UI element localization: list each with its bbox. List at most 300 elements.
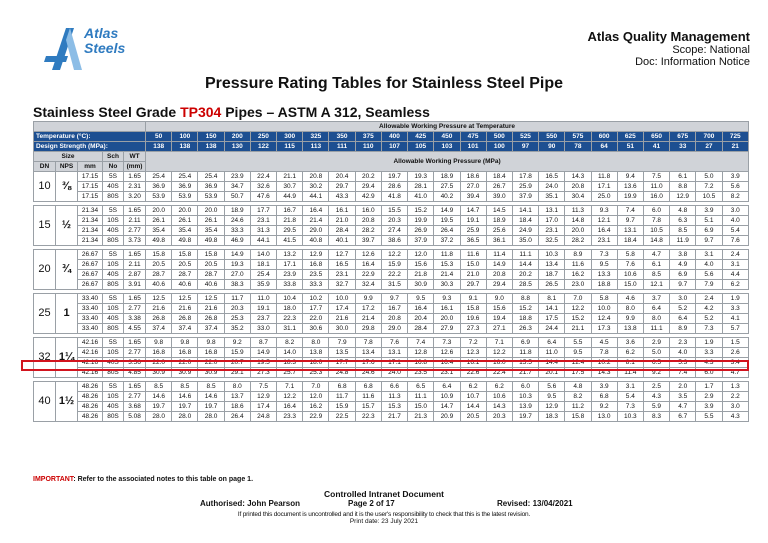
pressure-cell: 30.4 <box>565 192 591 202</box>
pressure-cell: 11.0 <box>539 348 565 358</box>
wall-thickness-cell: 1.65 <box>124 382 146 392</box>
table-row <box>34 392 749 402</box>
pressure-cell: 6.8 <box>355 382 381 392</box>
dn-cell: 25 <box>34 294 56 334</box>
pressure-cell: 11.9 <box>670 236 696 246</box>
pressure-cell: 23.0 <box>565 280 591 290</box>
pressure-cell: 16.4 <box>355 260 381 270</box>
disclaimer-text: If printed this document is uncontrolled and it is the user's responsibility to check that this is the latest revision. <box>237 511 531 518</box>
pressure-cell: 8.2 <box>277 338 303 348</box>
pressure-cell: 15.8 <box>565 412 591 422</box>
pressure-cell: 10.3 <box>512 392 538 402</box>
wall-thickness-cell: 2.87 <box>124 270 146 280</box>
pressure-cell: 28.2 <box>565 236 591 246</box>
pressure-cell: 4.3 <box>722 412 748 422</box>
pressure-cell: 23.5 <box>408 368 434 378</box>
pressure-cell: 35.2 <box>224 324 250 334</box>
table-row <box>34 348 749 358</box>
pressure-cell: 16.0 <box>355 206 381 216</box>
table-row <box>34 182 749 192</box>
pressure-cell: 20.8 <box>381 314 407 324</box>
pressure-cell: 10.7 <box>460 392 486 402</box>
wall-thickness-cell: 1.65 <box>124 172 146 182</box>
pressure-cell: 5.8 <box>617 250 643 260</box>
pressure-cell: 37.9 <box>408 236 434 246</box>
pressure-cell: 21.4 <box>303 216 329 226</box>
pressure-cell: 21.4 <box>355 314 381 324</box>
pressure-cell: 14.8 <box>643 236 669 246</box>
pressure-cell: 20.7 <box>224 358 250 368</box>
od-mm-cell: 26.67 <box>78 270 103 280</box>
pressure-cell: 8.8 <box>670 182 696 192</box>
sch-header: Sch <box>103 152 124 162</box>
pressure-cell: 13.3 <box>591 270 617 280</box>
steel-grade: TP304 <box>180 104 222 120</box>
pressure-cell: 31.1 <box>277 324 303 334</box>
pressure-cell: 9.8 <box>146 338 172 348</box>
wall-thickness-cell: 2.77 <box>124 392 146 402</box>
header-blank <box>34 122 146 132</box>
pressure-cell: 19.7 <box>381 172 407 182</box>
pressure-cell: 25.4 <box>146 172 172 182</box>
pressure-cell: 6.4 <box>539 338 565 348</box>
pressure-cell: 53.9 <box>198 192 224 202</box>
pressure-cell: 15.6 <box>486 304 512 314</box>
pressure-cell: 18.3 <box>277 358 303 368</box>
pressure-cell: 13.4 <box>539 260 565 270</box>
pressure-cell: 7.1 <box>486 338 512 348</box>
temperature-cell: 350 <box>329 132 355 142</box>
pressure-cell: 35.4 <box>198 226 224 236</box>
highlighted-row-outline <box>21 360 749 371</box>
pressure-cell: 10.4 <box>277 294 303 304</box>
pressure-cell: 29.7 <box>329 182 355 192</box>
pressure-cell: 16.7 <box>277 206 303 216</box>
pressure-cell: 3.6 <box>617 338 643 348</box>
pressure-cell: 6.5 <box>408 382 434 392</box>
od-mm-cell: 33.40 <box>78 294 103 304</box>
wall-thickness-cell: 5.08 <box>124 412 146 422</box>
pressure-cell: 25.3 <box>303 368 329 378</box>
pressure-cell: 29.8 <box>355 324 381 334</box>
pressure-cell: 9.7 <box>381 294 407 304</box>
pressure-cell: 22.0 <box>146 358 172 368</box>
size-header: Size <box>34 152 103 162</box>
pressure-cell: 11.8 <box>434 250 460 260</box>
pressure-cell: 40.6 <box>172 280 198 290</box>
pressure-cell: 4.8 <box>670 206 696 216</box>
pressure-cell: 14.9 <box>434 206 460 216</box>
pressure-cell: 36.9 <box>146 182 172 192</box>
pressure-cell: 12.4 <box>591 314 617 324</box>
pressure-cell: 27.1 <box>486 324 512 334</box>
pressure-cell: 16.1 <box>434 304 460 314</box>
pressure-cell: 11.0 <box>643 182 669 192</box>
pressure-cell: 5.0 <box>643 348 669 358</box>
pressure-cell: 30.9 <box>408 280 434 290</box>
pressure-cell: 23.9 <box>277 270 303 280</box>
pressure-cell: 40.2 <box>434 192 460 202</box>
pressure-cell: 11.1 <box>408 392 434 402</box>
pressure-cell: 9.2 <box>224 338 250 348</box>
pressure-cell: 27.9 <box>434 324 460 334</box>
pressure-cell: 13.9 <box>512 402 538 412</box>
pressure-cell: 26.8 <box>198 314 224 324</box>
pressure-cell: 5.2 <box>696 314 722 324</box>
pressure-cell: 21.6 <box>146 304 172 314</box>
pressure-cell: 8.7 <box>250 338 276 348</box>
pressure-cell: 13.7 <box>224 392 250 402</box>
pressure-cell: 8.0 <box>643 314 669 324</box>
pressure-cell: 17.1 <box>591 182 617 192</box>
schedule-cell: 40S <box>103 402 124 412</box>
pressure-cell: 30.6 <box>303 324 329 334</box>
pressure-cell: 20.8 <box>486 270 512 280</box>
temperature-cell: 500 <box>486 132 512 142</box>
design-strength-cell: 138 <box>146 142 172 152</box>
pressure-cell: 21.7 <box>512 368 538 378</box>
od-mm-cell: 21.34 <box>78 236 103 246</box>
pressure-cell: 21.3 <box>408 412 434 422</box>
pressure-cell: 19.4 <box>486 314 512 324</box>
pressure-cell: 13.1 <box>539 206 565 216</box>
wall-thickness-cell: 3.91 <box>124 280 146 290</box>
pressure-cell: 44.1 <box>303 192 329 202</box>
pressure-cell: 23.1 <box>250 216 276 226</box>
pressure-cell: 49.8 <box>146 236 172 246</box>
design-strength-row <box>34 142 749 152</box>
dn-cell: 15 <box>34 206 56 246</box>
pressure-cell: 16.8 <box>146 348 172 358</box>
schedule-cell: 10S <box>103 260 124 270</box>
pressure-cell: 26.7 <box>486 182 512 192</box>
pressure-cell: 21.1 <box>565 324 591 334</box>
pressure-cell: 2.6 <box>722 348 748 358</box>
pressure-cell: 16.4 <box>434 358 460 368</box>
pressure-cell: 3.0 <box>722 402 748 412</box>
table-row <box>34 206 749 216</box>
pressure-cell: 19.7 <box>512 412 538 422</box>
pressure-cell: 20.9 <box>434 412 460 422</box>
sch-no-header: No <box>103 162 124 172</box>
design-strength-cell: 97 <box>512 142 538 152</box>
pressure-cell: 12.2 <box>277 392 303 402</box>
pressure-cell: 3.0 <box>670 294 696 304</box>
pressure-cell: 5.9 <box>643 402 669 412</box>
table-row <box>34 216 749 226</box>
pressure-cell: 30.0 <box>329 324 355 334</box>
pressure-cell: 4.0 <box>722 216 748 226</box>
pressure-cell: 13.8 <box>303 348 329 358</box>
pressure-cell: 23.5 <box>303 270 329 280</box>
pressure-cell: 4.2 <box>696 304 722 314</box>
temperature-cell: 600 <box>591 132 617 142</box>
pressure-cell: 50.7 <box>224 192 250 202</box>
design-strength-cell: 100 <box>486 142 512 152</box>
pressure-cell: 7.4 <box>617 206 643 216</box>
wall-thickness-cell: 2.77 <box>124 348 146 358</box>
pressure-cell: 15.8 <box>146 250 172 260</box>
nps-cell: ¾ <box>56 250 78 290</box>
pressure-cell: 36.5 <box>460 236 486 246</box>
pressure-cell: 25.0 <box>591 192 617 202</box>
pressure-cell: 24.0 <box>381 368 407 378</box>
design-strength-cell: 27 <box>696 142 722 152</box>
pressure-cell: 21.6 <box>329 314 355 324</box>
pressure-cell: 35.0 <box>512 236 538 246</box>
pressure-cell: 17.5 <box>565 368 591 378</box>
od-mm-cell: 42.16 <box>78 368 103 378</box>
pressure-cell: 8.5 <box>198 382 224 392</box>
design-strength-cell: 107 <box>381 142 407 152</box>
pressure-cell: 8.0 <box>303 338 329 348</box>
od-mm-cell: 48.26 <box>78 412 103 422</box>
od-mm-cell: 17.15 <box>78 172 103 182</box>
pressure-cell: 4.0 <box>670 348 696 358</box>
schedule-cell: 10S <box>103 392 124 402</box>
company-name: Atlas Quality Management <box>587 29 750 44</box>
pressure-cell: 6.1 <box>643 260 669 270</box>
pressure-cell: 10.0 <box>329 294 355 304</box>
pressure-cell: 10.3 <box>539 250 565 260</box>
pressure-cell: 12.0 <box>303 392 329 402</box>
pressure-cell: 12.2 <box>381 250 407 260</box>
pressure-cell: 14.9 <box>486 260 512 270</box>
wt-mm-header: (mm) <box>124 162 146 172</box>
pressure-cell: 4.3 <box>696 358 722 368</box>
pressure-cell: 6.4 <box>670 314 696 324</box>
pressure-cell: 15.6 <box>408 260 434 270</box>
pressure-cell: 20.5 <box>172 260 198 270</box>
pressure-cell: 12.3 <box>460 348 486 358</box>
pressure-cell: 16.1 <box>460 358 486 368</box>
pressure-cell: 6.2 <box>486 382 512 392</box>
pressure-cell: 26.1 <box>172 216 198 226</box>
pressure-cell: 37.9 <box>512 192 538 202</box>
pressure-cell: 35.9 <box>250 280 276 290</box>
pressure-cell: 10.0 <box>591 304 617 314</box>
pressure-cell: 12.9 <box>303 250 329 260</box>
doc-type-text: Doc: Information Notice <box>635 56 750 68</box>
pressure-cell: 7.3 <box>696 324 722 334</box>
pressure-cell: 12.2 <box>486 348 512 358</box>
pressure-cell: 10.5 <box>643 226 669 236</box>
pressure-cell: 4.3 <box>643 392 669 402</box>
pressure-cell: 27.5 <box>434 182 460 192</box>
wall-thickness-cell: 1.65 <box>124 338 146 348</box>
pressure-cell: 18.4 <box>512 216 538 226</box>
pressure-cell: 3.1 <box>617 382 643 392</box>
pressure-cell: 7.0 <box>565 294 591 304</box>
od-mm-cell: 42.16 <box>78 338 103 348</box>
wall-thickness-cell: 3.56 <box>124 358 146 368</box>
print-date: Print date: 23 July 2021 <box>349 518 419 525</box>
pressure-cell: 19.5 <box>434 216 460 226</box>
pressure-cell: 13.2 <box>277 250 303 260</box>
pressure-cell: 6.0 <box>512 382 538 392</box>
logo-text-line1: Atlas <box>84 25 119 41</box>
pressure-cell: 17.2 <box>355 304 381 314</box>
pressure-cell: 16.1 <box>329 206 355 216</box>
wall-thickness-cell: 4.55 <box>124 324 146 334</box>
pressure-cell: 32.6 <box>250 182 276 192</box>
pressure-cell: 15.9 <box>329 402 355 412</box>
pressure-cell: 3.9 <box>722 172 748 182</box>
temperature-cell: 400 <box>381 132 407 142</box>
pressure-cell: 8.9 <box>670 324 696 334</box>
pressure-cell: 36.9 <box>172 182 198 192</box>
pressure-cell: 22.3 <box>277 314 303 324</box>
pressure-cell: 2.4 <box>722 250 748 260</box>
pressure-cell: 22.9 <box>355 270 381 280</box>
pressure-cell: 17.1 <box>381 358 407 368</box>
pressure-cell: 13.4 <box>355 348 381 358</box>
pressure-cell: 17.8 <box>512 172 538 182</box>
pressure-cell: 32.7 <box>329 280 355 290</box>
pressure-cell: 6.4 <box>434 382 460 392</box>
temperature-cell: 650 <box>643 132 669 142</box>
pressure-cell: 23.9 <box>224 172 250 182</box>
pressure-cell: 9.7 <box>670 280 696 290</box>
pressure-cell: 28.1 <box>408 182 434 192</box>
pressure-cell: 22.2 <box>381 270 407 280</box>
pressure-cell: 4.7 <box>670 402 696 412</box>
schedule-cell: 5S <box>103 382 124 392</box>
pressure-cell: 28.4 <box>329 226 355 236</box>
pressure-cell: 36.1 <box>486 236 512 246</box>
pressure-cell: 14.6 <box>198 392 224 402</box>
pressure-cell: 20.3 <box>381 216 407 226</box>
pressure-cell: 11.3 <box>565 206 591 216</box>
pressure-cell: 15.7 <box>355 402 381 412</box>
pressure-cell: 24.0 <box>539 182 565 192</box>
pressure-cell: 9.0 <box>486 294 512 304</box>
pressure-cell: 30.3 <box>434 280 460 290</box>
temperature-cell: 100 <box>172 132 198 142</box>
pressure-cell: 40.6 <box>198 280 224 290</box>
temperature-cell: 700 <box>696 132 722 142</box>
design-strength-cell: 111 <box>329 142 355 152</box>
pressure-cell: 11.7 <box>329 392 355 402</box>
temperature-cell: 475 <box>460 132 486 142</box>
pressure-cell: 15.8 <box>198 250 224 260</box>
pressure-cell: 21.4 <box>434 270 460 280</box>
pressure-cell: 25.3 <box>224 314 250 324</box>
pressure-cell: 11.6 <box>355 392 381 402</box>
pressure-cell: 46.9 <box>224 236 250 246</box>
pressure-cell: 10.2 <box>591 358 617 368</box>
pressure-cell: 20.8 <box>565 182 591 192</box>
wall-thickness-cell: 2.11 <box>124 216 146 226</box>
pressure-cell: 9.7 <box>696 236 722 246</box>
pressure-cell: 14.5 <box>486 206 512 216</box>
pressure-cell: 26.8 <box>146 314 172 324</box>
schedule-cell: 40S <box>103 358 124 368</box>
wall-thickness-cell: 3.68 <box>124 402 146 412</box>
pressure-cell: 9.1 <box>460 294 486 304</box>
pressure-cell: 2.0 <box>670 382 696 392</box>
pressure-cell: 14.1 <box>539 304 565 314</box>
pressure-cell: 19.1 <box>250 304 276 314</box>
temperature-cell: 575 <box>565 132 591 142</box>
pressure-cell: 20.0 <box>146 206 172 216</box>
schedule-cell: 40S <box>103 314 124 324</box>
table-row <box>34 324 749 334</box>
pressure-cell: 18.6 <box>460 172 486 182</box>
pressure-cell: 20.4 <box>408 314 434 324</box>
pressure-cell: 11.1 <box>643 324 669 334</box>
pressure-cell: 3.1 <box>722 260 748 270</box>
table-row <box>34 270 749 280</box>
pressure-cell: 44.1 <box>250 236 276 246</box>
pressure-cell: 4.8 <box>565 382 591 392</box>
temperature-cell: 200 <box>224 132 250 142</box>
allowable-header-row <box>34 122 749 132</box>
pressure-cell: 30.7 <box>277 182 303 192</box>
pressure-cell: 47.6 <box>250 192 276 202</box>
pressure-cell: 14.7 <box>434 402 460 412</box>
pressure-cell: 7.5 <box>643 172 669 182</box>
pressure-cell: 18.0 <box>303 358 329 368</box>
pressure-cell: 20.5 <box>198 260 224 270</box>
temperature-cell: 250 <box>250 132 276 142</box>
pressure-cell: 25.7 <box>277 368 303 378</box>
pressure-cell: 29.0 <box>381 324 407 334</box>
pressure-cell: 26.8 <box>172 314 198 324</box>
pressure-cell: 15.2 <box>408 206 434 216</box>
pressure-cell: 5.4 <box>617 392 643 402</box>
pressure-cell: 6.3 <box>670 216 696 226</box>
pressure-cell: 19.7 <box>146 402 172 412</box>
table-row <box>34 250 749 260</box>
pressure-cell: 10.2 <box>303 294 329 304</box>
pressure-cell: 14.8 <box>565 216 591 226</box>
table-row <box>34 402 749 412</box>
pressure-cell: 2.5 <box>643 382 669 392</box>
pressure-cell: 3.9 <box>696 402 722 412</box>
pressure-cell: 12.5 <box>146 294 172 304</box>
pressure-cell: 17.4 <box>329 304 355 314</box>
pressure-cell: 14.9 <box>250 348 276 358</box>
pressure-cell: 5.0 <box>696 172 722 182</box>
nps-header: NPS <box>56 162 78 172</box>
design-strength-cell: 101 <box>460 142 486 152</box>
pressure-cell: 15.3 <box>434 260 460 270</box>
design-strength-cell: 33 <box>670 142 696 152</box>
pressure-cell: 22.4 <box>486 368 512 378</box>
wall-thickness-cell: 2.11 <box>124 260 146 270</box>
pressure-cell: 23.1 <box>539 226 565 236</box>
pressure-cell: 5.6 <box>722 182 748 192</box>
pressure-cell: 6.6 <box>381 382 407 392</box>
schedule-cell: 10S <box>103 216 124 226</box>
pressure-cell: 15.0 <box>460 260 486 270</box>
pressure-cell: 20.5 <box>460 412 486 422</box>
pressure-cell: 12.9 <box>539 402 565 412</box>
pressure-cell: 19.3 <box>408 172 434 182</box>
schedule-cell: 5S <box>103 206 124 216</box>
pressure-cell: 1.5 <box>722 338 748 348</box>
pressure-cell: 13.6 <box>617 182 643 192</box>
pressure-cell: 6.8 <box>329 382 355 392</box>
pressure-cell: 19.7 <box>172 402 198 412</box>
table-row <box>34 260 749 270</box>
pressure-cell: 16.8 <box>303 260 329 270</box>
pressure-cell: 4.5 <box>591 338 617 348</box>
pressure-cell: 27.3 <box>460 324 486 334</box>
table-row <box>34 192 749 202</box>
pressure-cell: 5.7 <box>722 324 748 334</box>
